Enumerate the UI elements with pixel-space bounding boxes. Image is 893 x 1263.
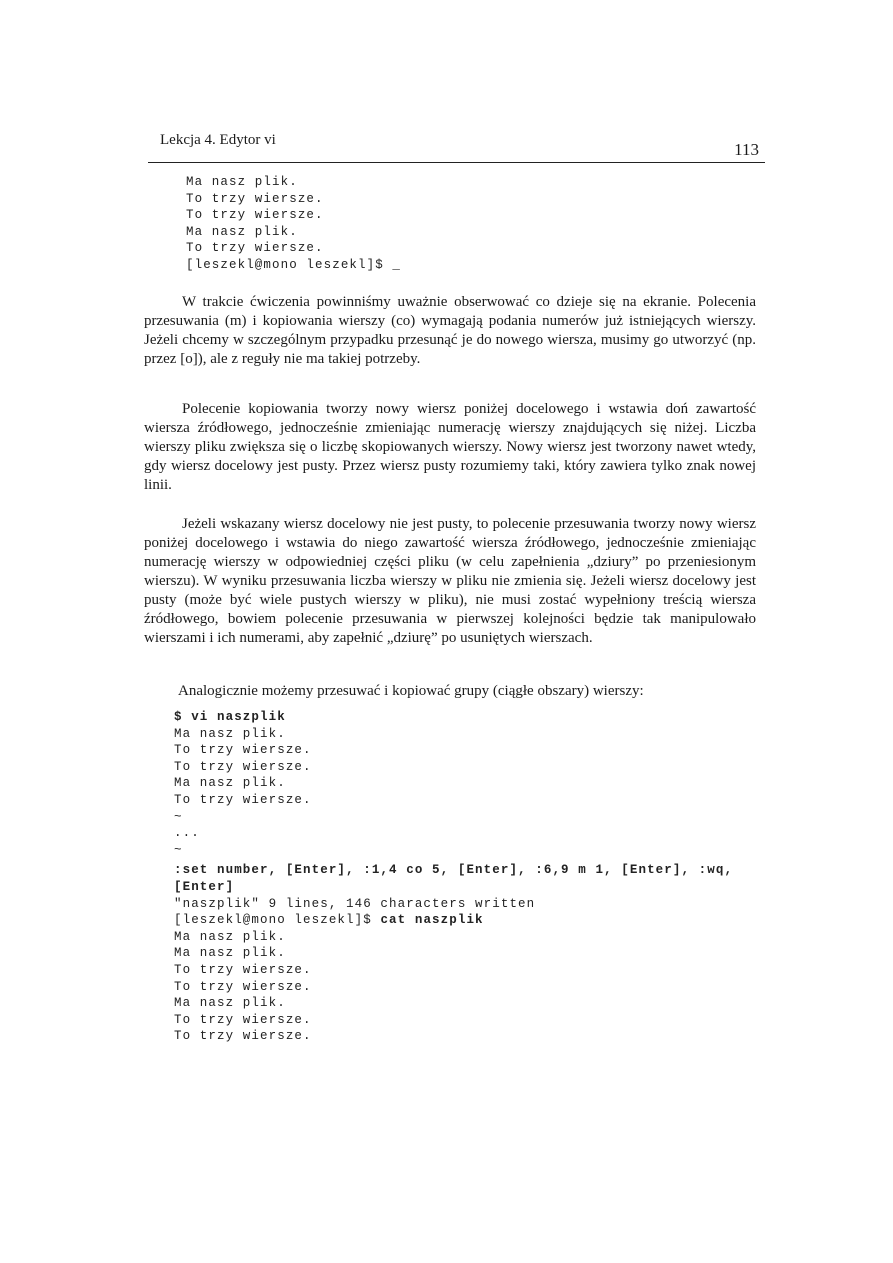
body-text: W trakcie ćwiczenia powinniśmy uważnie obserwować co dzieje się na ekranie. Polecenia przesuwania (m) i kopiowania wierszy (co) wymagają podania numerów już istniejących wierszy. Jeżeli chcemy w szczególnym przypadku przesunąć je do nowego wiersza, musimy go utworzyć (np. przez [o]), ale z reguły nie ma takiej potrzeby. xyxy=(144,294,756,367)
command-text: cat naszplik xyxy=(380,913,484,928)
paragraph-3 xyxy=(144,515,756,648)
code-line: To trzy wiersze. xyxy=(186,191,324,206)
command-line: [Enter] xyxy=(174,879,235,894)
code-line: Ma nasz plik. xyxy=(174,726,286,741)
body-text: Polecenie kopiowania tworzy nowy wiersz poniżej docelowego i wstawia doń zawartość wiersza źródłowego, jednocześnie zmieniając numerację wierszy znajdujących się niżej. Liczba wierszy pliku zwiększa się o liczbę skopiowanych wierszy. Nowy wiersz jest tworzony nawet wtedy, gdy wiersz docelowy jest pusty. Przez wiersz pusty rozumiemy taki, który zawiera tylko znak nowej linii. xyxy=(144,401,756,493)
paragraph-2 xyxy=(144,400,756,495)
page-number: 113 xyxy=(734,140,759,159)
code-line: Ma nasz plik. xyxy=(174,996,286,1011)
code-line: Ma nasz plik. xyxy=(186,175,298,189)
code-line: To trzy wiersze. xyxy=(174,1029,312,1044)
running-header xyxy=(148,130,765,163)
paragraph-4 xyxy=(178,682,644,701)
code-line: To trzy wiersze. xyxy=(174,962,312,977)
command-line: $ vi naszplik xyxy=(174,710,286,724)
code-line: Ma nasz plik. xyxy=(174,929,286,944)
empty-line-tilde: ~ xyxy=(174,842,182,857)
code-line: To trzy wiersze. xyxy=(174,1012,312,1027)
code-line: To trzy wiersze. xyxy=(186,241,324,256)
code-line: [leszekl@mono leszekl]$ _ xyxy=(186,257,402,272)
terminal-output-1 xyxy=(186,174,401,274)
body-text: Analogicznie możemy przesuwać i kopiować grupy (ciągłe obszary) wierszy: xyxy=(178,683,644,699)
code-line: To trzy wiersze. xyxy=(174,759,312,774)
paragraph-1 xyxy=(144,293,756,369)
code-line: "naszplik" 9 lines, 146 characters written xyxy=(174,896,536,911)
chapter-title: Lekcja 4. Edytor vi xyxy=(160,132,276,148)
empty-line-tilde: ~ xyxy=(174,809,182,824)
body-text: Jeżeli wskazany wiersz docelowy nie jest pusty, to polecenie przesuwania tworzy nowy wiersz poniżej docelowego i wstawia do niego zawartość wiersza źródłowego, jednocześnie zmieniając numerację wierszy w odpowiedniej części pliku (w celu zapełnienia „dziury” po przeniesionym wierszu). W wyniku przesuwania liczba wierszy w pliku nie zmienia się. Jeżeli wiersz docelowy jest pusty (może być wiele pustych wierszy w pliku), nie musi zostać wypełniony treścią wiersza źródłowego, bowiem polecenie przesuwania w pierwszej kolejności będzie tak manipulowało wierszami i ich numerami, aby zapełnić „dziurę” po usuniętych wierszach. xyxy=(144,516,756,646)
terminal-output-2 xyxy=(174,709,733,1045)
ellipsis-line: ... xyxy=(174,826,200,841)
prompt-line xyxy=(174,912,733,929)
code-line: To trzy wiersze. xyxy=(174,979,312,994)
command-line: :set number, [Enter], :1,4 co 5, [Enter], :6,9 m 1, [Enter], :wq, xyxy=(174,863,734,878)
code-line: Ma nasz plik. xyxy=(186,224,298,239)
code-line: To trzy wiersze. xyxy=(174,792,312,807)
code-line: To trzy wiersze. xyxy=(174,743,312,758)
code-line: Ma nasz plik. xyxy=(174,776,286,791)
shell-prompt: [leszekl@mono leszekl]$ xyxy=(174,913,381,928)
code-line: To trzy wiersze. xyxy=(186,208,324,223)
code-line: Ma nasz plik. xyxy=(174,946,286,961)
